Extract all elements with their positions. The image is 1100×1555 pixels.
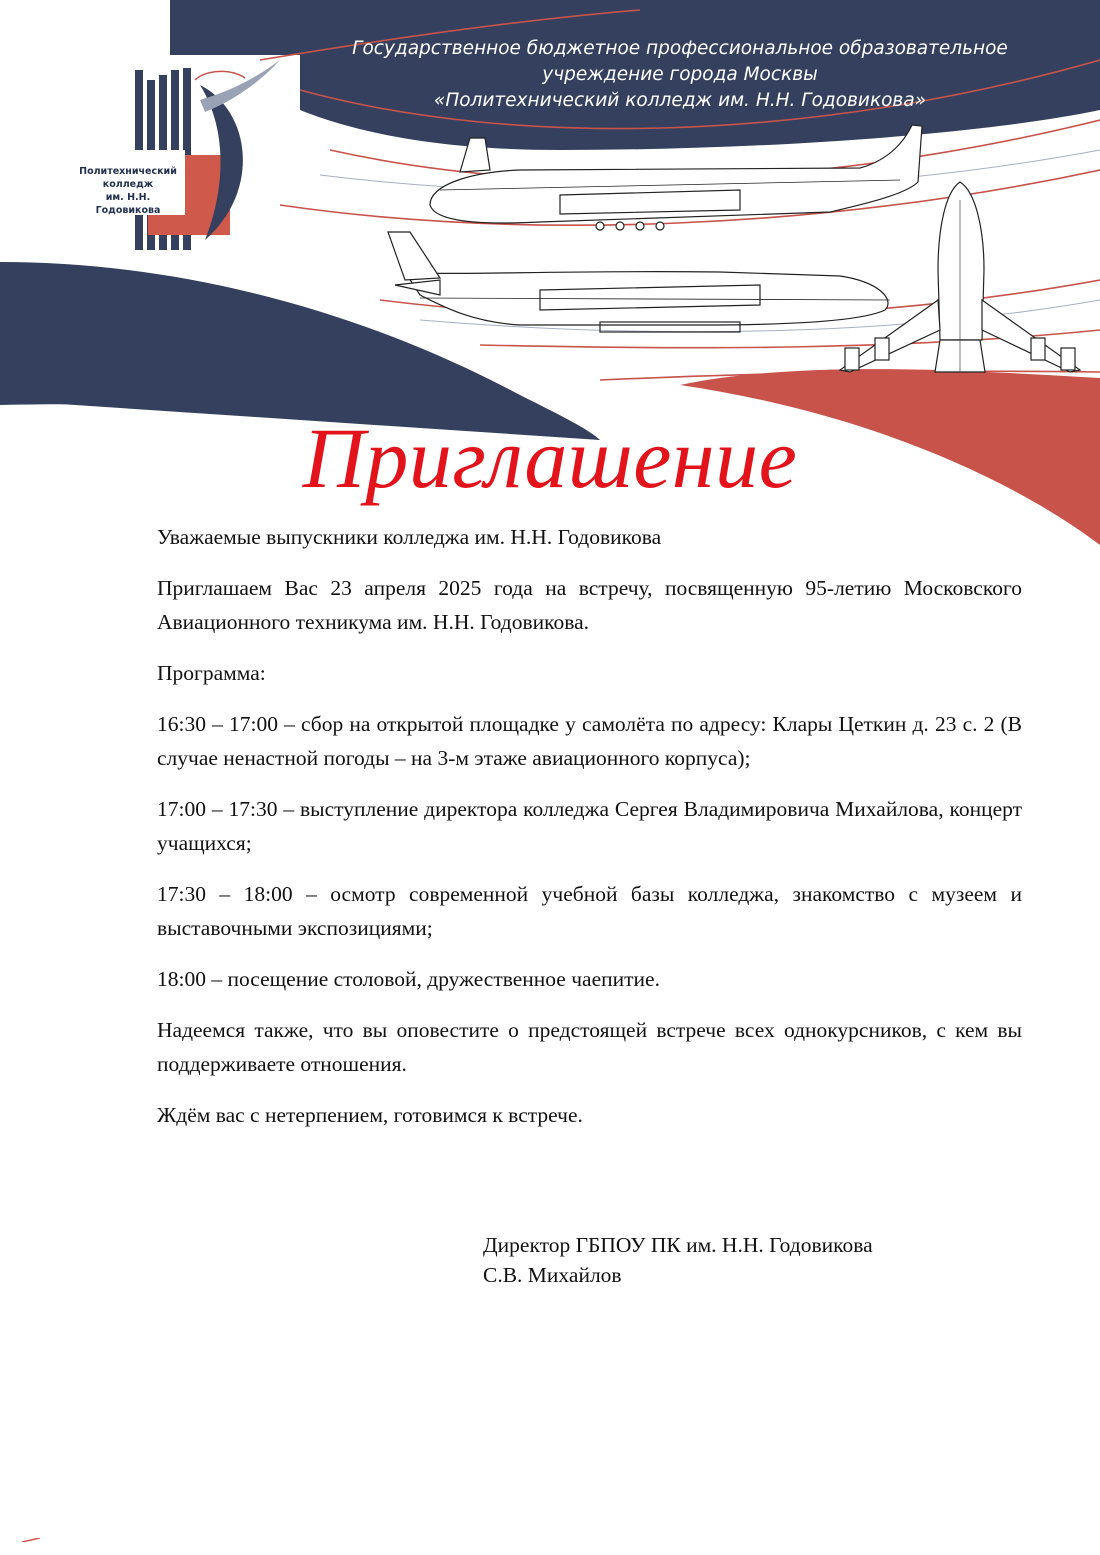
program-item: 18:00 – посещение столовой, дружественное чаепитие. — [157, 967, 660, 991]
college-logo — [80, 60, 280, 250]
organization-header — [300, 36, 1060, 114]
logo-line-1: Политехнический — [79, 166, 177, 177]
invite-paragraph: Приглашаем Вас 23 апреля 2025 года на встречу, посвященную 95-летию Московского Авиационного техникума им. Н.Н. Годовикова. — [157, 576, 1022, 634]
signature-position: Директор ГБПОУ ПК им. Н.Н. Годовикова — [483, 1233, 873, 1257]
note-paragraph: Надеемся также, что вы оповестите о предстоящей встрече всех однокурсников, с кем вы поддерживаете отношения. — [157, 1018, 1022, 1076]
signature-name: С.В. Михайлов — [483, 1263, 622, 1287]
org-line-3: «Политехнический колледж им. Н.Н. Годовикова» — [433, 90, 927, 111]
org-line-1: Государственное бюджетное профессиональное образовательное — [352, 38, 1008, 59]
logo-line-3: им. Н.Н. Годовикова — [95, 192, 161, 216]
invitation-title: Приглашение — [302, 410, 798, 506]
closing-paragraph: Ждём вас с нетерпением, готовимся к встрече. — [157, 1103, 583, 1127]
signature-block — [483, 1230, 873, 1290]
corner-mark — [22, 1538, 40, 1542]
greeting: Уважаемые выпускники колледжа им. Н.Н. Годовикова — [157, 525, 662, 549]
airplane-drawing-bottom — [388, 232, 890, 332]
logo-line-2: колледж — [102, 179, 154, 190]
logo-caption — [78, 165, 178, 217]
invitation-body — [157, 520, 1022, 1149]
program-heading: Программа: — [157, 661, 266, 685]
org-line-2: учреждение города Москвы — [542, 64, 818, 85]
airplane-drawing-front — [840, 182, 1080, 372]
program-item: 17:30 – 18:00 – осмотр современной учебной базы колледжа, знакомство с музеем и выставочными экспозициями; — [157, 882, 1022, 940]
program-item: 17:00 – 17:30 – выступление директора колледжа Сергея Владимировича Михайлова, концерт учащихся; — [157, 797, 1022, 855]
program-item: 16:30 – 17:00 – сбор на открытой площадке у самолёта по адресу: Клары Цеткин д. 23 с. 2 (В случае ненастной погоды – на 3-м этаже авиационного корпуса); — [157, 712, 1022, 770]
